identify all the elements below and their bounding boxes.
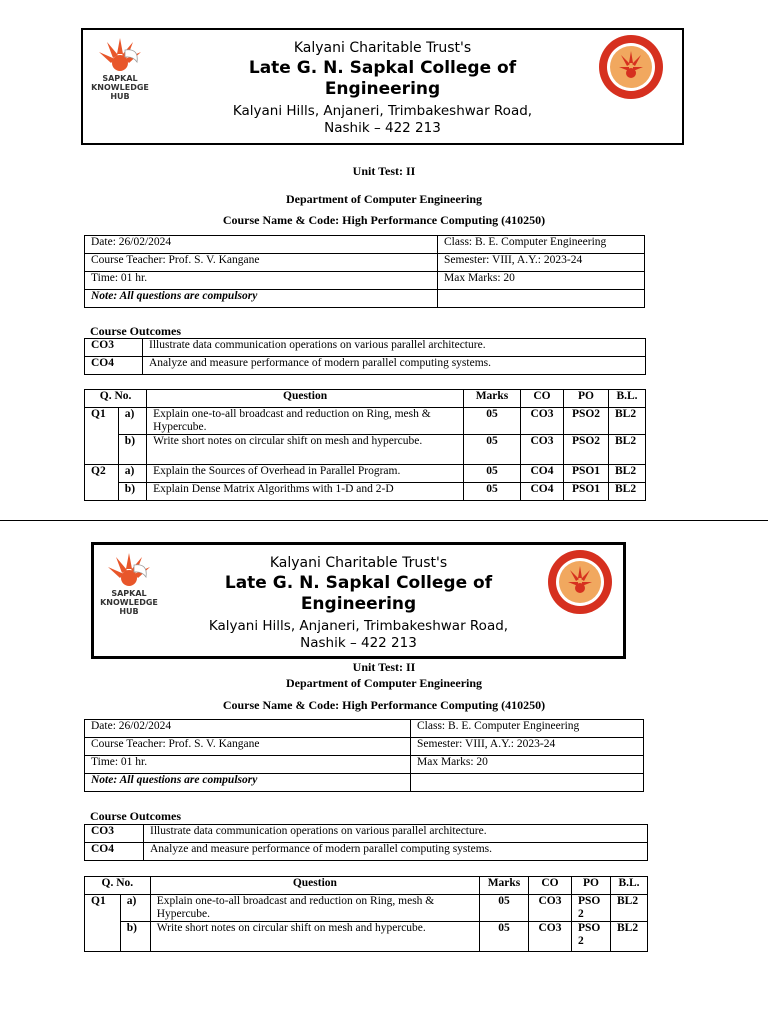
course-outcomes-title: Course Outcomes: [90, 324, 181, 338]
outcome-text: Analyze and measure performance of modern parallel computing systems.: [144, 843, 648, 861]
course-title: Course Name & Code: High Performance Computing (410250): [222, 698, 546, 712]
table-row: [85, 483, 646, 501]
semester-cell: Semester: VIII, A.Y.: 2023-24: [438, 254, 645, 272]
max-marks-cell: Max Marks: 20: [438, 272, 645, 290]
sub-question: a): [118, 408, 146, 435]
course-outcomes-table: [84, 824, 648, 861]
qno-header: Q. No.: [85, 877, 151, 895]
address-line2: Nashik – 422 213: [300, 635, 417, 651]
time-cell: Time: 01 hr.: [85, 756, 411, 774]
table-row: [85, 357, 646, 375]
bl-cell: BL2: [611, 922, 648, 952]
po-header: PO: [564, 390, 609, 408]
co-cell: CO3: [529, 922, 572, 952]
table-row: [85, 465, 646, 483]
date-cell: Date: 26/02/2024: [85, 236, 438, 254]
co-cell: CO4: [521, 465, 564, 483]
trust-name: Kalyani Charitable Trust's: [293, 40, 472, 56]
department-title: Department of Computer Engineering: [285, 676, 483, 690]
table-row: [85, 254, 645, 272]
department-title: Department of Computer Engineering: [285, 192, 483, 206]
question-text: Write short notes on circular shift on mesh and hypercube.: [147, 435, 464, 465]
college-name-line1: Late G. N. Sapkal College of: [224, 573, 493, 593]
note-cell: Note: All questions are compulsory: [85, 290, 438, 308]
table-row: [85, 922, 648, 952]
college-header: [81, 28, 684, 145]
outcome-text: Illustrate data communication operations on various parallel architecture.: [144, 825, 648, 843]
outcome-code: CO4: [85, 357, 143, 375]
sub-question: a): [118, 465, 146, 483]
bl-header: B.L.: [609, 390, 646, 408]
exam-info-table: [84, 235, 645, 308]
question-text: Explain one-to-all broadcast and reduction on Ring, mesh & Hypercube.: [150, 895, 479, 922]
logo-text-line: KNOWLEDGE: [91, 83, 149, 92]
table-row: [85, 895, 648, 922]
question-text: Explain the Sources of Overhead in Parallel Program.: [147, 465, 464, 483]
logo-text-line: SAPKAL: [102, 74, 138, 83]
bl-cell: BL2: [609, 483, 646, 501]
marks-cell: 05: [464, 408, 521, 435]
table-row: [85, 435, 646, 465]
college-seal-logo: [597, 33, 665, 101]
po-cell: PSO2: [564, 435, 609, 465]
question-header: Question: [150, 877, 479, 895]
po-cell: PSO2: [564, 408, 609, 435]
questions-table: [84, 876, 648, 952]
question-text: Write short notes on circular shift on mesh and hypercube.: [150, 922, 479, 952]
outcome-code: CO3: [85, 825, 144, 843]
date-cell: Date: 26/02/2024: [85, 720, 411, 738]
logo-text-line: HUB: [119, 607, 139, 616]
question-text: Explain one-to-all broadcast and reduction on Ring, mesh & Hypercube.: [147, 408, 464, 435]
po-cell: PSO1: [564, 465, 609, 483]
course-outcomes-table: [84, 338, 646, 375]
college-name-line1: Late G. N. Sapkal College of: [248, 58, 517, 78]
table-row: [85, 774, 644, 792]
marks-cell: 05: [464, 435, 521, 465]
teacher-cell: Course Teacher: Prof. S. V. Kangane: [85, 738, 411, 756]
unit-test-title: Unit Test: II: [352, 164, 416, 178]
max-marks-cell: Max Marks: 20: [411, 756, 644, 774]
question-header: Question: [147, 390, 464, 408]
address-line2: Nashik – 422 213: [324, 120, 441, 136]
table-row: [85, 236, 645, 254]
co-cell: CO3: [521, 435, 564, 465]
course-outcomes-title: Course Outcomes: [90, 809, 181, 823]
marks-cell: 05: [480, 895, 529, 922]
po-cell: PSO 2: [572, 922, 611, 952]
bl-cell: BL2: [611, 895, 648, 922]
po-cell: PSO1: [564, 483, 609, 501]
co-cell: CO4: [521, 483, 564, 501]
table-row: [85, 339, 646, 357]
bl-cell: BL2: [609, 408, 646, 435]
empty-cell: [411, 774, 644, 792]
bl-cell: BL2: [609, 435, 646, 465]
outcome-code: CO3: [85, 339, 143, 357]
co-cell: CO3: [529, 895, 572, 922]
page-divider: [0, 520, 768, 521]
address-line1: Kalyani Hills, Anjaneri, Trimbakeshwar Road,: [208, 618, 509, 634]
outcome-text: Illustrate data communication operations on various parallel architecture.: [143, 339, 646, 357]
sub-question: b): [120, 922, 150, 952]
questions-table: [84, 389, 646, 501]
course-title: Course Name & Code: High Performance Computing (410250): [222, 213, 546, 227]
table-row: [85, 272, 645, 290]
class-cell: Class: B. E. Computer Engineering: [438, 236, 645, 254]
outcome-text: Analyze and measure performance of modern parallel computing systems.: [143, 357, 646, 375]
po-header: PO: [572, 877, 611, 895]
marks-cell: 05: [480, 922, 529, 952]
empty-cell: [438, 290, 645, 308]
exam-info-table: [84, 719, 644, 792]
question-number: Q1: [85, 895, 121, 952]
trust-name: Kalyani Charitable Trust's: [269, 555, 448, 571]
table-row: [85, 756, 644, 774]
logo-text-line: HUB: [110, 92, 130, 101]
bl-cell: BL2: [609, 465, 646, 483]
table-row: [85, 738, 644, 756]
question-number: Q1: [85, 408, 119, 465]
table-row: [85, 825, 648, 843]
marks-header: Marks: [464, 390, 521, 408]
question-text: Explain Dense Matrix Algorithms with 1-D and 2-D: [147, 483, 464, 501]
note-cell: Note: All questions are compulsory: [85, 774, 411, 792]
qno-header: Q. No.: [85, 390, 147, 408]
table-row: [85, 290, 645, 308]
marks-header: Marks: [480, 877, 529, 895]
logo-text-line: SAPKAL: [111, 589, 147, 598]
sub-question: b): [118, 483, 146, 501]
marks-cell: 05: [464, 465, 521, 483]
table-row: [85, 843, 648, 861]
logo-text-line: KNOWLEDGE: [100, 598, 158, 607]
bl-header: B.L.: [611, 877, 648, 895]
co-header: CO: [529, 877, 572, 895]
college-name-line2: Engineering: [324, 79, 441, 99]
co-cell: CO3: [521, 408, 564, 435]
table-row: [85, 720, 644, 738]
college-header: [91, 542, 626, 659]
college-seal-logo: [546, 548, 614, 616]
table-header-row: [85, 877, 648, 895]
question-number: Q2: [85, 465, 119, 501]
class-cell: Class: B. E. Computer Engineering: [411, 720, 644, 738]
outcome-code: CO4: [85, 843, 144, 861]
table-header-row: [85, 390, 646, 408]
teacher-cell: Course Teacher: Prof. S. V. Kangane: [85, 254, 438, 272]
po-cell: PSO 2: [572, 895, 611, 922]
college-name-line2: Engineering: [300, 594, 417, 614]
table-row: [85, 408, 646, 435]
marks-cell: 05: [464, 483, 521, 501]
semester-cell: Semester: VIII, A.Y.: 2023-24: [411, 738, 644, 756]
sub-question: a): [120, 895, 150, 922]
co-header: CO: [521, 390, 564, 408]
time-cell: Time: 01 hr.: [85, 272, 438, 290]
unit-test-title: Unit Test: II: [352, 660, 416, 674]
sub-question: b): [118, 435, 146, 465]
address-line1: Kalyani Hills, Anjaneri, Trimbakeshwar Road,: [232, 103, 533, 119]
